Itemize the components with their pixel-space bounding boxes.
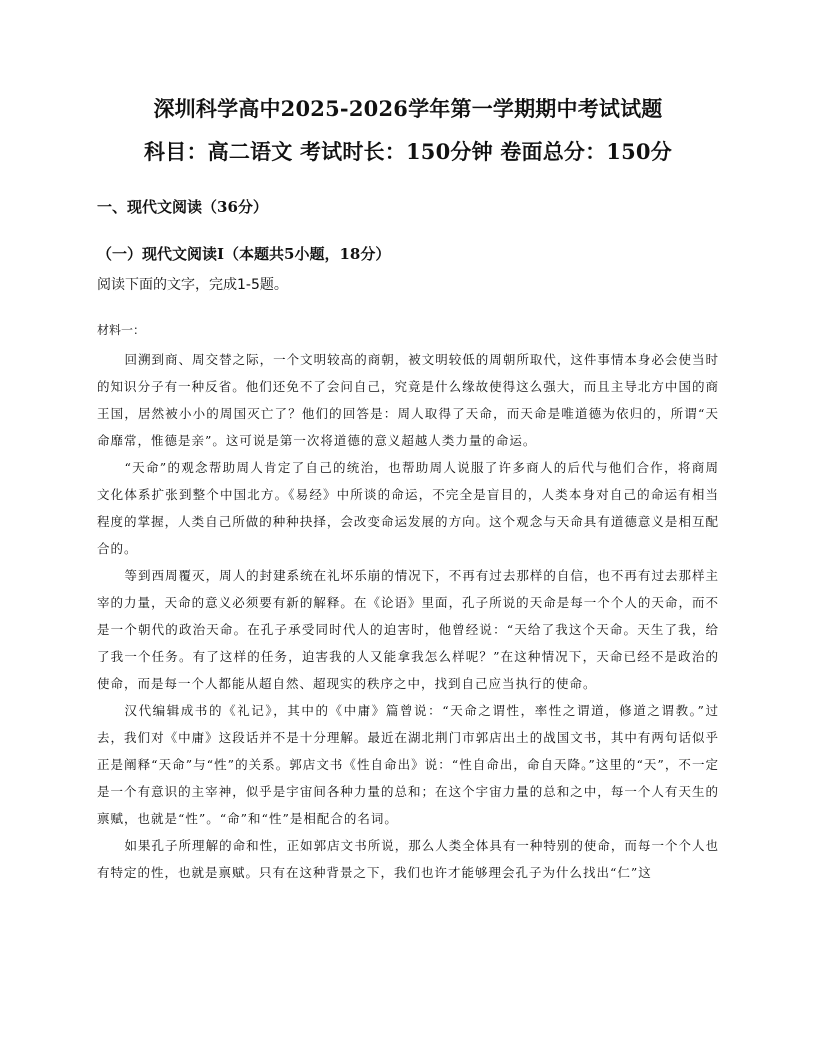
paragraph: 回溯到商、周交替之际，一个文明较高的商朝，被文明较低的周朝所取代，这件事情本身必会使当时的知识分子有一种反省。他们还免不了会问自己，究竟是什么缘故使得这么强大，而且主导北方中国的商王国，居然被小小的周国灭亡了？他们的回答是：周人取得了天命，而天命是唯道德为依归的，所谓“天命靡常，惟德是亲”。这可说是第一次将道德的意义超越人类力量的命运。	[97, 352, 719, 448]
paragraph: 汉代编辑成书的《礼记》，其中的《中庸》篇曾说：“天命之谓性，率性之谓道，修道之谓教。”过去，我们对《中庸》这段话并不是十分理解。最近在湖北荆门市郭店出土的战国文书，其中有两句话似乎正是阐释“天命”与“性”的关系。郭店文书《性自命出》说：“性自命出，命自天降。”这里的“天”，不一定是一个有意识的主宰神，似乎是宇宙间各种力量的总和；在这个宇宙力量的总和之中，每一个人有天生的禀赋，也就是“性”。“命”和“性”是相配合的名词。	[97, 703, 719, 826]
reading-passage	[97, 346, 719, 886]
paragraph: 如果孔子所理解的命和性，正如郭店文书所说，那么人类全体具有一种特别的使命，而每一个个人也有特定的性，也就是禀赋。只有在这种背景之下，我们也许才能够理会孔子为什么找出“仁”这	[97, 838, 719, 880]
instruction-text: 阅读下面的文字，完成1-5题。	[97, 277, 288, 293]
material-label: 材料一：	[97, 323, 146, 337]
paragraph: “天命”的观念帮助周人肯定了自己的统治，也帮助周人说服了许多商人的后代与他们合作，将商周文化体系扩张到整个中国北方。《易经》中所谈的命运，不完全是盲目的，人类本身对自己的命运有相当程度的掌握，人类自己所做的种种抉择，会改变命运发展的方向。这个观念与天命具有道德意义是相互配合的。	[97, 460, 719, 556]
subsection-heading: （一）现代文阅读Ⅰ（本题共5小题，18分）	[97, 245, 391, 263]
exam-title: 深圳科学高中2025-2026学年第一学期期中考试试题	[153, 96, 663, 121]
paragraph: 等到西周覆灭，周人的封建系统在礼坏乐崩的情况下，不再有过去那样的自信，也不再有过去那样主宰的力量，天命的意义必须要有新的解释。在《论语》里面，孔子所说的天命是每一个个人的天命，而不是一个朝代的政治天命。在孔子承受同时代人的迫害时，他曾经说：“天给了我这个天命。天生了我，给了我一个任务。有了这样的任务，迫害我的人又能拿我怎么样呢？”在这种情况下，天命已经不是政治的使命，而是每一个人都能从超自然、超现实的秩序之中，找到自己应当执行的使命。	[97, 568, 719, 691]
exam-subtitle: 科目：高二语文 考试时长：150分钟 卷面总分：150分	[144, 139, 672, 164]
section-heading: 一、现代文阅读（36分）	[97, 198, 268, 216]
